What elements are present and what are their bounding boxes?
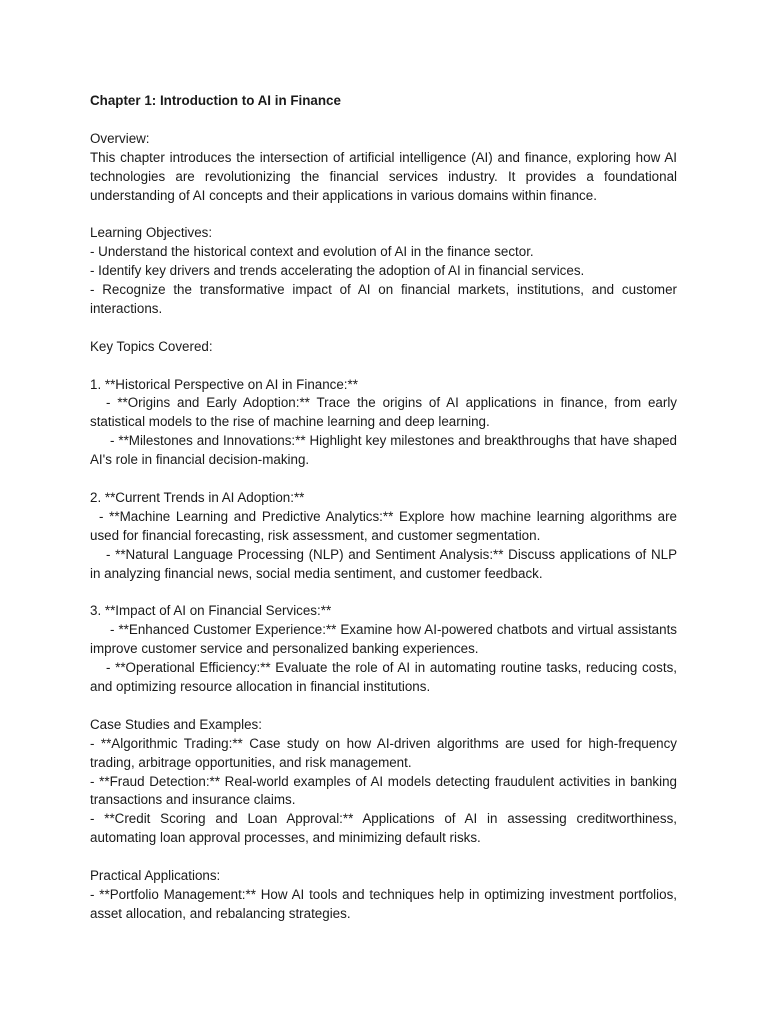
objective-item: - Identify key drivers and trends accelerating the adoption of AI in financial services. (90, 263, 585, 279)
topic-item: - **Natural Language Processing (NLP) and Sentiment Analysis:** Discuss applications of NLP in analyzing financial news, social media sentiment, and customer feedback. (90, 546, 677, 581)
overview-text: This chapter introduces the intersection of artificial intelligence (AI) and finance, exploring how AI technologies are revolutionizing the financial services industry. It provides a foundational understanding of AI concepts and their applications in various domains within finance. (90, 149, 677, 203)
objective-item: - Recognize the transformative impact of AI on financial markets, institutions, and customer interactions. (90, 282, 677, 316)
document-body (90, 92, 677, 924)
overview-heading: Overview: (90, 130, 150, 146)
topic-heading: 1. **Historical Perspective on AI in Finance:** (90, 376, 358, 392)
topic-item: - **Origins and Early Adoption:** Trace the origins of AI applications in finance, from early statistical models to the rise of machine learning and deep learning. (90, 395, 677, 430)
topic-heading: 2. **Current Trends in AI Adoption:** (90, 489, 305, 505)
topic-item: - **Enhanced Customer Experience:** Examine how AI-powered chatbots and virtual assistants improve customer service and personalized banking experiences. (90, 622, 677, 657)
case-item: - **Algorithmic Trading:** Case study on how AI-driven algorithms are used for high-frequency trading, arbitrage opportunities, and risk management. (90, 735, 677, 770)
topic-item: - **Operational Efficiency:** Evaluate the role of AI in automating routine tasks, reducing costs, and optimizing resource allocation in financial institutions. (90, 660, 677, 694)
objective-item: - Understand the historical context and evolution of AI in the finance sector. (90, 244, 534, 260)
cases-heading: Case Studies and Examples: (90, 716, 262, 732)
chapter-title: Chapter 1: Introduction to AI in Finance (90, 93, 341, 108)
topic-item: - **Machine Learning and Predictive Analytics:** Explore how machine learning algorithms are used for financial forecasting, risk assessment, and customer segmentation. (90, 508, 677, 543)
objectives-heading: Learning Objectives: (90, 225, 213, 241)
case-item: - **Fraud Detection:** Real-world examples of AI models detecting fraudulent activities in banking transactions and insurance claims. (90, 773, 677, 808)
practical-item: - **Portfolio Management:** How AI tools and techniques help in optimizing investment portfolios, asset allocation, and rebalancing strategies. (90, 886, 677, 921)
case-item: - **Credit Scoring and Loan Approval:** Applications of AI in assessing creditworthiness, automating loan approval processes, and minimizing default risks. (90, 811, 677, 846)
topics-heading: Key Topics Covered: (90, 338, 213, 354)
topic-heading: 3. **Impact of AI on Financial Services:** (90, 603, 332, 619)
practical-heading: Practical Applications: (90, 868, 221, 884)
topic-item: - **Milestones and Innovations:** Highlight key milestones and breakthroughs that have shaped AI's role in financial decision-making. (90, 433, 677, 468)
